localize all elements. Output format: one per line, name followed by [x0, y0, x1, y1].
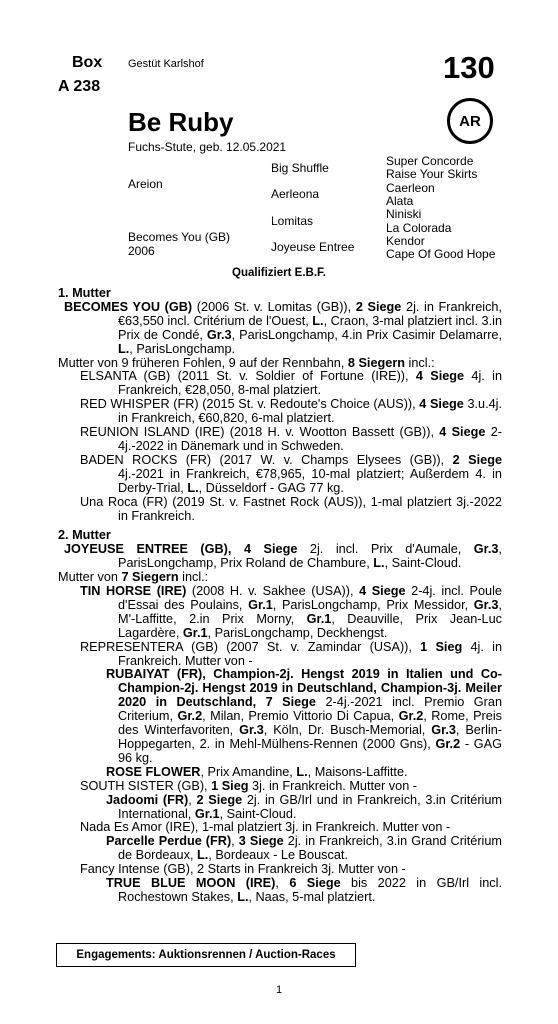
box-number: A 238	[58, 78, 101, 95]
lot-number: 130	[443, 50, 495, 85]
list-item: TRUE BLUE MOON (IRE), 6 Siege bis 2022 in GB/Irl incl. Rochestown Stakes, L., Naas, 5-mal platziert.	[106, 876, 502, 904]
pedigree-great-grandparent: Kendor	[386, 234, 425, 248]
list-item: Fancy Intense (GB), 2 Starts in Frankreich 3j. Mutter von -	[80, 862, 406, 877]
list-item: Jadoomi (FR), 2 Siege 2j. in GB/Irl und in Frankreich, 3.in Critérium International, Gr.1, Saint-Cloud.	[106, 792, 502, 821]
list-item: ROSE FLOWER, Prix Amandine, L., Maisons-Laffitte.	[106, 764, 408, 779]
pedigree-great-grandparent: La Colorada	[386, 221, 452, 235]
pedigree-great-grandparent: Caerleon	[386, 181, 435, 195]
section-heading-second-dam: 2. Mutter	[58, 528, 111, 543]
pedigree-dam-year: 2006	[128, 244, 155, 258]
stud-name: Gestüt Karlshof	[128, 58, 204, 70]
pedigree-grandparent: Aerleona	[271, 187, 320, 201]
pedigree-great-grandparent: Super Concorde	[386, 154, 474, 168]
list-item: Una Roca (FR) (2019 St. v. Fastnet Rock (AUS)), 1-mal platziert 3j.-2022 in Frankreich.	[80, 494, 502, 523]
page-number: 1	[275, 984, 283, 996]
horse-description: Fuchs-Stute, geb. 12.05.2021	[128, 140, 287, 154]
second-dam-entry: JOYEUSE ENTREE (GB), 4 Siege 2j. incl. Prix d'Aumale, Gr.3, ParisLongchamp, Prix Roland de Chambure, L., Saint-Cloud.	[64, 542, 503, 571]
second-dam-produce-intro: Mutter von 7 Siegern incl.:	[58, 570, 209, 585]
pedigree-great-grandparent: Cape Of Good Hope	[386, 247, 496, 261]
qualification: Qualifiziert E.B.F.	[232, 267, 326, 279]
pedigree-sire: Areion	[128, 177, 163, 191]
list-item: RUBAIYAT (FR), Champion-2j. Hengst 2019 in Italien und Co-Champion-2j. Hengst 2019 in Deutschland, Champion-3j. Meiler 2020 in Deutschland, 7 Siege 2-4j.-2021 incl. Premio Gran Criterium, Gr.2, Milan, Premio Vittorio Di Capua, Gr.2, Rome, Preis des Winterfavoriten, Gr.3, Köln, Dr. Busch-Memorial, Gr.3, Berlin-Hoppegarten, 2. in Mehl-Mülhens-Rennen (2000 Gns), Gr.2 - GAG 96 kg.	[106, 667, 503, 765]
engagements-box: Engagements: Auktionsrennen / Auction-Races	[56, 943, 356, 967]
list-item: Parcelle Perdue (FR), 3 Siege 2j. in Frankreich, 3.in Grand Critérium de Bordeaux, L., Bordeaux - Le Bouscat.	[106, 834, 502, 863]
list-item: RED WHISPER (FR) (2015 St. v. Redoute's Choice (AUS)), 4 Siege 3.u.4j. in Frankreich, €60,820, 6-mal platziert.	[80, 397, 503, 426]
list-item: SOUTH SISTER (GB), 1 Sieg 3j. in Frankreich. Mutter von -	[80, 778, 418, 793]
pedigree-grandparent: Joyeuse Entree	[271, 240, 355, 254]
list-item: BADEN ROCKS (FR) (2017 W. v. Champs Elysees (GB)), 2 Siege 4j.-2021 in Frankreich, €78,965, 10-mal platziert; Außerdem 4. in Derby-Trial, L., Düsseldorf - GAG 77 kg.	[80, 452, 502, 495]
list-item: REPRESENTERA (GB) (2007 St. v. Zamindar (USA)), 1 Sieg 4j. in Frankreich. Mutter von -	[80, 639, 503, 668]
pedigree-great-grandparent: Alata	[386, 194, 414, 208]
horse-name: Be Ruby	[128, 107, 234, 137]
ar-badge-label: AR	[459, 112, 481, 130]
pedigree-grandparent: Big Shuffle	[271, 161, 329, 175]
pedigree-great-grandparent: Raise Your Skirts	[386, 167, 478, 181]
box-label: Box	[72, 54, 103, 71]
list-item: Nada Es Amor (IRE), 1-mal platziert 3j. in Frankreich. Mutter von -	[80, 820, 451, 835]
list-item: ELSANTA (GB) (2011 St. v. Soldier of Fortune (IRE)), 4 Siege 4j. in Frankreich, €28,050, 8-mal platziert.	[80, 369, 503, 398]
list-item: TIN HORSE (IRE) (2008 H. v. Sakhee (USA)), 4 Siege 2-4j. incl. Poule d'Essai des Poulains, Gr.1, ParisLongchamp, Prix Messidor, Gr.3, M'-Laffitte, 2.in Prix Morny, Gr.1, Deauville, Prix Jean-Luc Lagardère, Gr.1, ParisLongchamp, Deckhengst.	[80, 584, 503, 640]
pedigree-grandparent: Lomitas	[271, 214, 314, 228]
pedigree-great-grandparent: Niniski	[386, 207, 422, 221]
first-dam-entry: BECOMES YOU (GB) (2006 St. v. Lomitas (GB)), 2 Siege 2j. in Frankreich, €63,550 incl. Critérium de l'Ouest, L., Craon, 3-mal platziert incl. 3.in Prix de Condé, Gr.3, ParisLongchamp, 4.in Prix Casimir Delamarre, L., ParisLongchamp.	[64, 299, 503, 356]
dam-details	[58, 284, 502, 905]
section-heading-first-dam: 1. Mutter	[58, 286, 111, 300]
pedigree-dam: Becomes You (GB)	[128, 230, 231, 244]
ar-badge-icon	[447, 98, 493, 144]
list-item: REUNION ISLAND (IRE) (2018 H. v. Wootton Bassett (GB)), 4 Siege 2-4j.-2022 in Dänemark und in Schweden.	[80, 425, 503, 453]
first-dam-produce-intro: Mutter von 9 früheren Fohlen, 9 auf der Rennbahn, 8 Siegern incl.:	[58, 355, 435, 370]
